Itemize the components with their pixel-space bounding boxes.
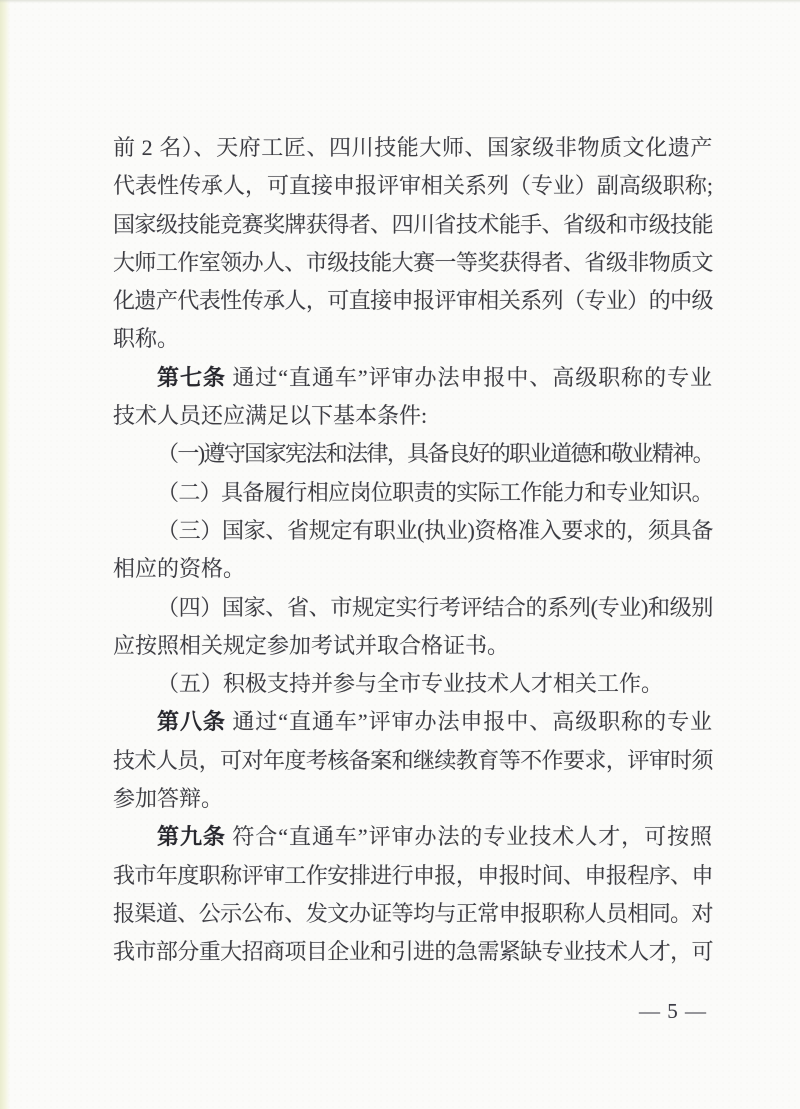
text-line: 技术人员，可对年度考核备案和继续教育等不作要求，评审时须 [113, 747, 713, 773]
text-line: 我市部分重大招商项目企业和引进的急需紧缺专业技术人才，可 [113, 939, 713, 965]
text-line: 技术人员还应满足以下基本条件: [113, 403, 428, 429]
text-line: （五）积极支持并参与全市专业技术人才相关工作。 [157, 671, 664, 697]
text-line: 前 2 名）、天府工匠、四川技能大师、国家级非物质文化遗产 [113, 135, 713, 160]
scan-edge-artifact-left [0, 0, 10, 1109]
article-number-heading: 第九条 [157, 824, 226, 850]
text-line: 第八条 通过“直通车”评审办法申报中、高级职称的专业 [157, 709, 713, 735]
page-number: — 5 — [639, 999, 707, 1023]
text-line: 相应的资格。 [113, 556, 246, 582]
text-line: （二）具备履行相应岗位职责的实际工作能力和专业知识。 [157, 479, 713, 505]
text-line: 大师工作室领办人、市级技能大赛一等奖获得者、省级非物质文 [113, 249, 713, 275]
text-line: 第七条 通过“直通车”评审办法申报中、高级职称的专业 [157, 364, 713, 390]
text-line: 国家级技能竞赛奖牌获得者、四川省技术能手、省级和市级技能 [113, 211, 713, 237]
scan-edge-artifact-top [0, 0, 800, 3]
text-line: 参加答辩。 [113, 786, 224, 812]
text-line: 应按照相关规定参加考试并取合格证书。 [113, 632, 510, 658]
text-line: （一)遵守国家宪法和法律，具备良好的职业道德和敬业精神。 [157, 441, 713, 467]
text-line: 代表性传承人，可直接申报评审相关系列（专业）副高级职称; [113, 173, 713, 199]
text-line: （四）国家、省、市规定实行考评结合的系列(专业)和级别 [157, 594, 713, 620]
article-number-heading: 第七条 [157, 364, 226, 390]
article-number-heading: 第八条 [157, 709, 226, 735]
text-line: 我市年度职称评审工作安排进行申报，申报时间、申报程序、申 [113, 862, 713, 888]
text-line: （三）国家、省规定有职业(执业)资格准入要求的，须具备 [157, 517, 713, 543]
text-line: 职称。 [113, 326, 180, 352]
text-line: 报渠道、公示公布、发文办证等均与正常申报职称人员相同。对 [113, 900, 713, 926]
text-line: 化遗产代表性传承人，可直接申报评审相关系列（专业）的中级 [113, 288, 713, 314]
document-body [113, 129, 713, 972]
text-line: 第九条 符合“直通车”评审办法的专业技术人才，可按照 [157, 824, 713, 850]
